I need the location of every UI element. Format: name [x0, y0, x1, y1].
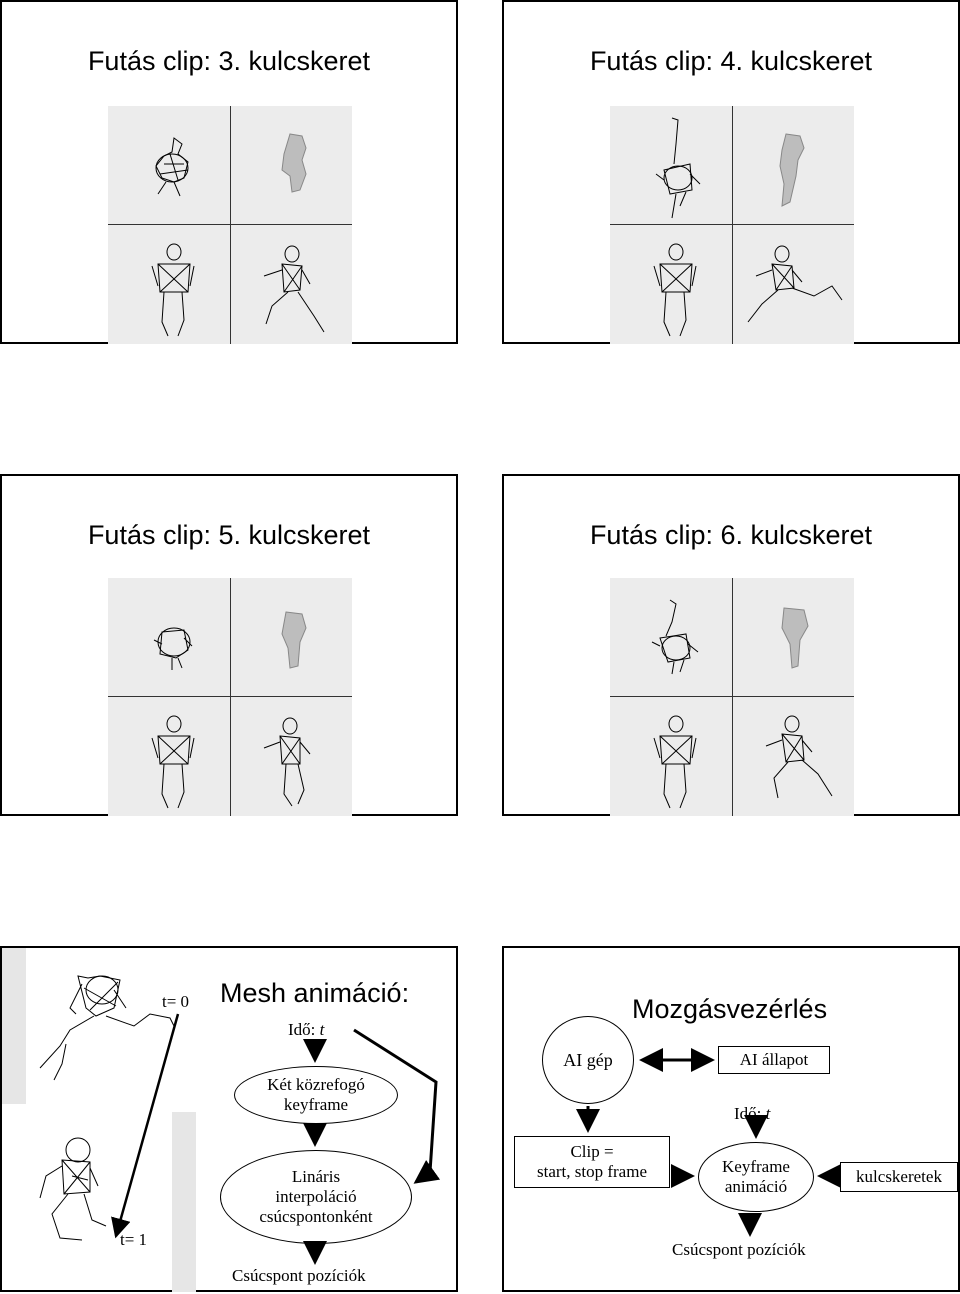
keyframe-animation-node: Keyframe animáció [698, 1142, 814, 1212]
time-input-label: Idő: t [288, 1020, 325, 1039]
shaded-figure [272, 130, 322, 196]
wireframe-figure [650, 114, 710, 220]
shaded-figure [274, 608, 314, 672]
render-panel [108, 578, 352, 816]
wireframe-figure [148, 714, 198, 810]
slide-keyframe-3 [0, 0, 458, 344]
slide-keyframe-5 [0, 474, 458, 816]
slide-title: Mesh animáció: [220, 978, 410, 1008]
vertex-positions-output: Csúcspont pozíciók [672, 1240, 806, 1259]
render-panel [610, 578, 854, 816]
slide-title: Futás clip: 5. kulcskeret [87, 520, 371, 550]
slide-keyframe-4 [502, 0, 960, 344]
linear-interpolation-node: Lináris interpoláció csúcspontonként [220, 1150, 412, 1244]
wireframe-figure [758, 714, 838, 810]
wireframe-figure [650, 714, 700, 810]
ai-machine-node: AI gép [542, 1016, 634, 1104]
time-input-label: Idő: t [734, 1104, 771, 1123]
t-start-label: t= 0 [162, 992, 190, 1011]
slide-title: Futás clip: 4. kulcskeret [589, 46, 873, 76]
slide-title: Futás clip: 6. kulcskeret [589, 520, 873, 550]
two-keyframes-node: Két közrefogó keyframe [234, 1066, 398, 1124]
wireframe-figure [646, 596, 706, 676]
slide-mesh-animation [0, 946, 458, 1292]
motion-arrows [504, 948, 960, 1294]
wireframe-figure [258, 716, 318, 810]
slide-title: Mozgásvezérlés [632, 994, 828, 1024]
wireframe-figure [144, 134, 204, 204]
shaded-figure [774, 604, 818, 672]
render-panel [610, 106, 854, 344]
clip-box: Clip = start, stop frame [514, 1136, 670, 1188]
wireframe-figure [650, 242, 700, 338]
ai-state-box: AI állapot [718, 1046, 830, 1074]
slide-motion-control [502, 946, 960, 1292]
wireframe-figure [742, 242, 846, 342]
keyframes-box: kulcskeretek [840, 1162, 958, 1192]
shaded-figure [770, 130, 816, 210]
slide-title: Futás clip: 3. kulcskeret [87, 46, 371, 76]
t-end-label: t= 1 [120, 1230, 148, 1249]
wireframe-figure [258, 244, 328, 340]
vertex-positions-output: Csúcspont pozíciók [232, 1266, 366, 1285]
wireframe-figure [148, 242, 198, 338]
wireframe-figure [148, 618, 198, 674]
slide-keyframe-6 [502, 474, 960, 816]
render-panel [108, 106, 352, 344]
mesh-arrows [2, 948, 460, 1294]
